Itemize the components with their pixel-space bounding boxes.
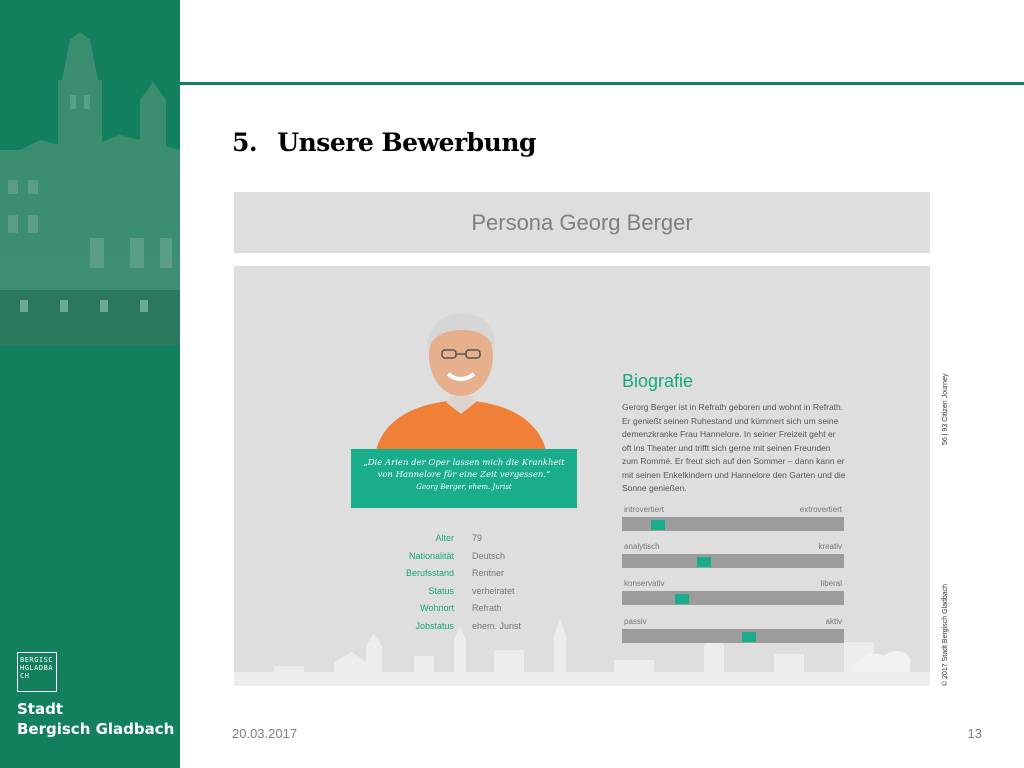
trait-track — [622, 517, 844, 531]
trait-marker — [651, 520, 665, 530]
trait-marker — [742, 632, 756, 642]
fact-value: 79 — [472, 533, 483, 543]
city-logo-text: BERGISCHGLADBACH — [20, 656, 54, 680]
page-number: 13 — [967, 726, 982, 741]
bio-text: Gerorg Berger ist in Refrath geboren und wohnt in Refrath. Er genießt seinen Ruhestand und kümmert sich um seine demenzkranke Frau Hannelore. In seiner Freizeit geht er oft ins Theater und trifft sich gerne mit seinen Freunden zum Rommé. Er freut sich auf den Sommer – dann kann er mit seinen Enkelkindern und Hannelore den Garten und die Sonne genießen. — [622, 402, 846, 493]
persona-heading: Persona Georg Berger — [471, 209, 693, 235]
trait-right-label: liberal — [820, 579, 842, 588]
fact-label: Nationalität — [408, 550, 454, 561]
fact-value: Refrath — [472, 603, 502, 614]
city-name-line2: Bergisch Gladbach — [17, 720, 175, 738]
trait-left-label: passiv — [624, 617, 647, 626]
trait-right-label: kreativ — [818, 542, 842, 551]
persona-quote-box — [351, 449, 577, 508]
trait-track — [622, 629, 844, 643]
fact-value: verheiratet — [472, 585, 515, 596]
trait-scale — [622, 505, 844, 531]
header-rule — [180, 82, 1024, 85]
persona-panel — [234, 266, 930, 686]
trait-scale — [622, 617, 844, 643]
city-name — [17, 699, 174, 739]
side-caption-bottom: © 2017 Stadt Bergisch Gladbach — [942, 583, 949, 686]
trait-left-label: analytisch — [624, 542, 660, 551]
city-logo — [17, 652, 57, 692]
trait-right-label: aktiv — [825, 617, 842, 626]
slide-date: 20.03.2017 — [232, 726, 298, 741]
fact-label: Alter — [435, 533, 454, 543]
city-name-line1: Stadt — [17, 700, 64, 718]
trait-right-label: extrovertiert — [799, 505, 842, 514]
fact-value: Deutsch — [472, 550, 506, 561]
trait-scale — [622, 579, 844, 605]
trait-track — [622, 591, 844, 605]
fact-label: Jobstatus — [415, 620, 454, 631]
trait-left-label: konservativ — [624, 579, 665, 588]
persona-quote: „Die Arien der Oper lassen mich die Krankheit von Hannelore für eine Zeit vergessen.“ — [363, 458, 565, 480]
bio-title: Biografie — [622, 371, 694, 391]
trait-scale — [622, 542, 844, 568]
fact-label: Berufsstand — [405, 568, 454, 579]
trait-marker — [675, 594, 689, 604]
fact-label: Status — [428, 585, 454, 596]
persona-heading-bar — [234, 192, 930, 253]
town-hall-photo — [0, 0, 180, 345]
fact-label: Wohnort — [420, 603, 454, 614]
trait-track — [622, 554, 844, 568]
trait-left-label: introvertiert — [624, 505, 665, 514]
side-caption-top: 56 | 93 Citizen Journey — [942, 373, 949, 445]
fact-value: ehem. Jurist — [472, 620, 522, 631]
trait-marker — [697, 557, 711, 567]
persona-quote-author: Georg Berger, ehem. Jurist — [416, 483, 512, 491]
fact-value: Rentner — [472, 568, 505, 579]
slide-title: 5. Unsere Bewerbung — [232, 128, 536, 157]
persona-portrait — [376, 310, 546, 450]
sidebar — [0, 0, 180, 768]
